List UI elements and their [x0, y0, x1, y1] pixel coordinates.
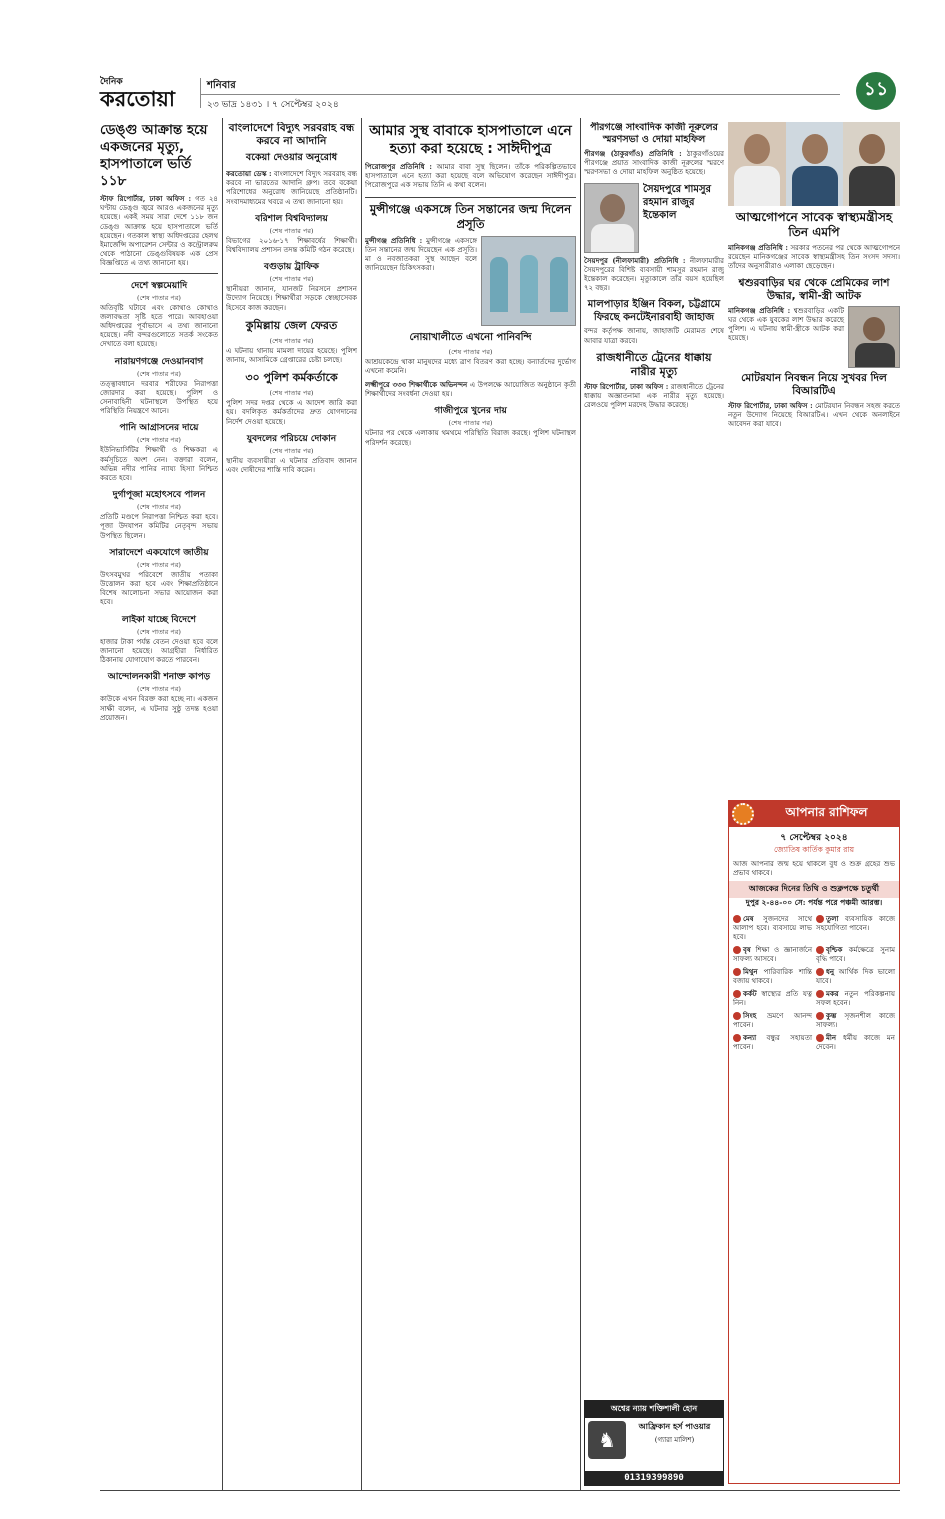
zodiac-sign-entry: [733, 1011, 812, 1030]
page-number: ১১: [863, 78, 889, 100]
horoscope-date: ৭ সেপ্টেম্বর ২০২৪: [780, 833, 848, 843]
byline: করতোয়া ডেস্ক :: [226, 169, 272, 178]
zodiac-sign-text: সৃজনশীল কাজে সাফল্য।: [816, 1012, 895, 1030]
continued-note: (শেষ পাতার পর): [269, 226, 314, 235]
portrait-photo: [843, 122, 900, 206]
zodiac-sign-entry: [733, 967, 812, 986]
continued-note: (শেষ পাতার পর): [137, 293, 181, 302]
zodiac-sign-entry: [816, 989, 895, 1008]
story-headline: মুন্সীগঞ্জে একসঙ্গে তিন সন্তানের জন্ম দিলেন প্রসূতি: [369, 201, 572, 231]
section-body: অতিবৃষ্টি ঘটাবে এবং কোথাও কোথাও জলাবদ্ধতা সৃষ্টি হতে পারে। আবহাওয়া অধিদপ্তরের পূর্বাভাসে এ তথ্য জানানো হয়েছে। নদী বন্দরগুলোতে সতর্ক সংকেত দেখাতে বলা হয়েছে।: [100, 303, 218, 349]
zodiac-symbol-icon: [816, 946, 824, 954]
story-body: শ্বশুরবাড়ির একটি ঘর থেকে এক যুবকের লাশ উদ্ধার করেছে পুলিশ। এ ঘটনায় স্বামী-স্ত্রীকে আটক করা হয়েছে।: [728, 306, 845, 343]
column-4: [584, 122, 724, 1486]
zodiac-sign-name: তুলা: [826, 914, 839, 924]
ad-headline: আফ্রিকান হর্স পাওয়ার: [638, 1422, 711, 1431]
continued-note: (শেষ পাতার পর): [137, 503, 181, 512]
zodiac-sign-text: শিক্ষা ও জ্ঞানার্জনে সাফল্য আসবে।: [733, 946, 812, 964]
column-2: [226, 122, 357, 1486]
zodiac-sign-text: ধর্মীয় কাজে মন দেবেন।: [816, 1034, 895, 1052]
horoscope-intro: আজ আপনার জন্ম হয়ে থাকলে বুধ ও শুক্র গ্রহের শুভ প্রভাব থাকবে।: [733, 860, 895, 878]
zodiac-sign-entry: [816, 914, 895, 942]
section-body: স্থানীয়রা জানান, যানজট নিরসনে প্রশাসন উদ্যোগ নিয়েছে। শিক্ষার্থীরা সড়কে স্বেচ্ছাসেবক হিসেবে কাজ করছেন।: [226, 285, 357, 312]
story-headline: মালপাড়ার ইঞ্জিন বিকল, চট্টগ্রামে ফিরছে কনটেইনারবাহী জাহাজ: [587, 299, 721, 324]
zodiac-symbol-icon: [816, 968, 824, 976]
zodiac-sign-name: বৃশ্চিক: [826, 945, 843, 955]
zodiac-sign-entry: [816, 1033, 895, 1052]
zodiac-sign-text: কর্মক্ষেত্রে সুনাম বৃদ্ধি পাবে।: [816, 946, 895, 964]
portrait-photo: [728, 122, 786, 206]
zodiac-sign-text: আর্থিক দিক ভালো যাবে।: [816, 968, 895, 986]
zodiac-sign-text: ভ্রমণে আনন্দ পাবেন।: [733, 1012, 812, 1030]
horoscope-title: আপনার রাশিফল: [785, 805, 868, 819]
story-body: রাজধানীতে ট্রেনের ধাক্কায় অজ্ঞাতনামা এক নারীর মৃত্যু হয়েছে। রেলওয়ে পুলিশ মরদেহ উদ্ধার করেছে।: [584, 382, 724, 410]
zodiac-sign-entry: [733, 1033, 812, 1052]
continued-note: (শেষ পাতার পর): [137, 627, 181, 636]
triplets-photo: [481, 236, 576, 326]
section-title: বগুড়ায় ট্রাফিক: [264, 262, 319, 273]
byline: মানিকগঞ্জ প্রতিনিধি :: [728, 243, 789, 252]
section-title: দুর্গাপূজা মহোৎসবে পালন: [112, 490, 206, 501]
zodiac-sign-name: মীন: [826, 1033, 837, 1043]
headline: আত্মগোপনে সাবেক স্বাস্থ্যমন্ত্রীসহ তিন এমপি: [735, 210, 893, 239]
byline: মানিকগঞ্জ প্রতিনিধি :: [728, 305, 791, 315]
ad-phone: 01319399890: [585, 1471, 723, 1485]
lead-body: গত ২৪ ঘণ্টায় ডেঙ্গু জ্বরে আরও একজনের মৃত্যু হয়েছে। একই সময় সারা দেশে ১১৮ জন ডেঙ্গু আক্রান্ত হয়ে হাসপাতালে ভর্তি হয়েছেন। গতকাল স্বাস্থ্য অধিদপ্তরের হেলথ ইমার্জেন্সি অপারেশন সেন্টার ও কন্ট্রোলরুম থেকে পাঠানো ডেঙ্গুবিষয়ক এক প্রেস বিজ্ঞপ্তিতে এ তথ্য জানানো হয়।: [100, 195, 218, 268]
section-title: গাজীপুরে খুনের দায়: [434, 406, 507, 417]
section-body: স্থানীয় ব্যবসায়ীরা এ ঘটনার প্রতিবাদ জানান এবং দোষীদের শাস্তি দাবি করেন।: [226, 456, 357, 475]
zodiac-symbol-icon: [733, 1012, 741, 1020]
zodiac-sign-entry: [816, 1011, 895, 1030]
section-body: উৎসবমুখর পরিবেশে জাতীয় পতাকা উত্তোলন করা হবে এবং শিক্ষাপ্রতিষ্ঠানে বিশেষ আলোচনা সভার আয়োজন করা হবে।: [100, 570, 218, 607]
story-headline: মোটরযান নিবন্ধন নিয়ে সুখবর দিল বিআরটিএ: [741, 371, 887, 397]
zodiac-sign-entry: [733, 945, 812, 964]
story-body: বন্দর কর্তৃপক্ষ জানায়, জাহাজটি মেরামত শেষে আবার যাত্রা করবে।: [584, 327, 724, 345]
horse-icon: ♞: [588, 1421, 626, 1459]
ad-subline: (গ্যারা মালিশ): [654, 1436, 695, 1444]
zodiac-sign-name: ধনু: [826, 967, 835, 977]
brand-logo: [100, 74, 195, 111]
zodiac-symbol-icon: [816, 915, 824, 923]
section-body: ইউনিভার্সিটির শিক্ষার্থী ও শিক্ষকরা এ কর্মসূচিতে অংশ নেন। বক্তারা বলেন, অভিন্ন নদীর পানির ন্যায্য হিস্যা নিশ্চিত করতে হবে।: [100, 446, 218, 483]
byline: স্টাফ রিপোর্টার, ঢাকা অফিস :: [584, 381, 669, 391]
zodiac-sign-entry: [816, 945, 895, 964]
story-body: বাংলাদেশে বিদ্যুৎ সরবরাহ বন্ধ করবে না ভারতের আদানি গ্রুপ। তবে বকেয়া পরিশোধের অনুরোধ জানিয়েছে প্রতিষ্ঠানটি। সংবাদমাধ্যমের খবরে এ তথ্য জানানো হয়।: [226, 170, 357, 206]
zodiac-symbol-icon: [733, 1034, 741, 1042]
section-body: ঘটনার পর থেকে এলাকায় থমথমে পরিস্থিতি বিরাজ করছে। পুলিশ ঘটনাস্থল পরিদর্শন করেছে।: [365, 429, 576, 447]
zodiac-sign-name: কুম্ভ: [826, 1011, 837, 1021]
story-body: মুন্সীগঞ্জে একসঙ্গে তিন সন্তানের জন্ম দিয়েছেন এক প্রসূতি। মা ও নবজাতকরা সুস্থ আছেন বলে জানিয়েছেন চিকিৎসকরা।: [365, 236, 477, 273]
zodiac-symbol-icon: [733, 990, 741, 998]
victim-photo: [848, 306, 900, 368]
section-title: বরিশাল বিশ্ববিদ্যালয়: [255, 213, 328, 224]
zodiac-sign-text: স্বাস্থ্যের প্রতি যত্ন নিন।: [733, 990, 812, 1008]
page-number-badge: [856, 72, 896, 110]
zodiac-sign-text: সুজনদের সাথে আলাপ হবে। ব্যবসায়ে লাভ হবে।: [733, 915, 812, 942]
section-body: প্রতিটি মণ্ডপে নিরাপত্তা নিশ্চিত করা হবে। পূজা উদযাপন কমিটির নেতৃবৃন্দ সভায় উপস্থিত ছিলেন।: [100, 513, 218, 540]
section-title: লাইকা যাচ্ছে বিদেশে: [122, 614, 196, 625]
story-body: ঠাকুরগাঁওয়ের পীরগঞ্জে প্রয়াত সাংবাদিক কাজী নূরুলের স্মরণে স্মরণসভা ও দোয়া মাহফিল অনুষ্ঠিত হয়েছে।: [584, 150, 724, 177]
zodiac-symbol-icon: [733, 968, 741, 976]
section-title: যুবদলের পরিচয়ে দোকান: [246, 433, 337, 444]
section-body: হাজার টাকা পর্যন্ত বেতন দেওয়া হবে বলে জানানো হয়েছে। আগ্রহীরা নির্ধারিত ঠিকানায় যোগাযোগ করতে পারবেন।: [100, 637, 218, 665]
brand-top: দৈনিক: [100, 77, 123, 87]
lead-headline: ডেঙ্গু আক্রান্ত হয়ে একজনের মৃত্যু, হাসপাতালে ভর্তি ১১৮: [100, 122, 208, 189]
continued-note: (শেষ পাতার পর): [448, 419, 493, 428]
story-headline: রাজধানীতে ট্রেনের ধাক্কায় নারীর মৃত্যু: [596, 350, 712, 378]
zodiac-symbol-icon: [733, 915, 741, 923]
continued-note: (শেষ পাতার পর): [137, 436, 181, 445]
lead-byline: স্টাফ রিপোর্টার, ঢাকা অফিস :: [100, 194, 192, 203]
ad-tagline: অশ্বের ন্যায় শক্তিশালী হোন: [585, 1401, 723, 1418]
zodiac-signs: [729, 914, 899, 1052]
section-title: দেশে স্বল্পমেয়াদি: [130, 280, 188, 291]
continued-note: (শেষ পাতার পর): [137, 369, 181, 378]
column-3: [365, 122, 576, 1486]
byline: সৈয়দপুর (নীলফামারী) প্রতিনিধি :: [584, 255, 686, 265]
zodiac-sign-text: নতুন পরিকল্পনায় সফল হবেন।: [816, 990, 895, 1008]
section-title: ৩০ পুলিশ কর্মকর্তাকে: [245, 371, 338, 385]
zodiac-sign-text: বন্ধুর সহায়তা পাবেন।: [733, 1034, 812, 1052]
section-body: কাউকে এখন বিরক্ত করা হচ্ছে না। একজন সাক্ষী বলেন, এ ঘটনার সুষ্ঠু তদন্ত হওয়া প্রয়োজন।: [100, 695, 218, 722]
story-body: আমার বাবা সুস্থ ছিলেন। তাঁকে পরিকল্পিতভাবে হাসপাতালে এনে হত্যা করা হয়েছে বলে অভিযোগ করেছেন সাঈদীপুত্র। পিরোজপুরে এক সভায় তিনি এ কথা বলেন।: [365, 163, 576, 190]
continued-note: (শেষ পাতার পর): [269, 336, 314, 345]
section-title: পানি আগ্রাসনের দায়ে: [119, 423, 199, 434]
section-title: সারাদেশে একযোগে জাতীয়: [109, 547, 209, 558]
tithi-title: আজকের দিনের তিথি ও শুক্লপক্ষে চতুর্থী: [729, 881, 899, 898]
continued-note: (শেষ পাতার পর): [448, 347, 493, 356]
section-body: বিভাগের ২০১৬-১৭ শিক্ষাবর্ষের শিক্ষার্থী। বিশ্ববিদ্যালয় প্রশাসন তদন্ত কমিটি গঠন করেছে।: [226, 236, 357, 255]
headline: আমার সুস্থ বাবাকে হাসপাতালে এনে হত্যা করা হয়েছে : সাঈদীপুত্র: [369, 123, 572, 157]
byline: স্টাফ রিপোর্টার, ঢাকা অফিস :: [728, 400, 813, 410]
portrait-photo: [786, 122, 843, 206]
obituary-photo: [584, 183, 639, 253]
section-title: নারায়ণগঞ্জে দেওয়ানবাগ: [114, 356, 204, 367]
headline: বাংলাদেশে বিদ্যুৎ সরবরাহ বন্ধ করবে না আদানি: [228, 122, 355, 147]
story-headline: শ্বশুরবাড়ির ঘর থেকে প্রেমিকের লাশ উদ্ধার, স্বামী-স্ত্রী আটক: [738, 276, 890, 302]
section-body: এ ঘটনায় থানায় মামলা দায়ের হয়েছে। পুলিশ জানায়, আসামিকে গ্রেপ্তারের চেষ্টা চলছে।: [226, 346, 357, 365]
column-1: [100, 122, 218, 1486]
byline: পিরোজপুর প্রতিনিধি :: [365, 162, 433, 171]
masthead: [0, 0, 945, 118]
zodiac-wheel-icon: [732, 803, 754, 825]
zodiac-symbol-icon: [733, 946, 741, 954]
brand-main: করতোয়া: [100, 87, 175, 111]
zodiac-sign-name: মেষ: [743, 914, 754, 924]
headline: পীরগঞ্জে সাংবাদিক কাজী নূরুলের স্মরণসভা ও দোয়া মাহফিল: [590, 122, 718, 145]
zodiac-sign-text: পারিবারিক শান্তি বজায় থাকবে।: [733, 968, 812, 986]
zodiac-sign-name: কর্কট: [743, 989, 757, 999]
zodiac-sign-entry: [733, 989, 812, 1008]
section-body: তত্ত্বাবধানে দরবার শরীফের নিরাপত্তা জোরদার করা হয়েছে। পুলিশ ও সেনাবাহিনী ঘটনাস্থলে উপস্থিত হয়ে পরিস্থিতি নিয়ন্ত্রণে আনে।: [100, 379, 218, 416]
story-body: মোটরযান নিবন্ধন সহজ করতে নতুন উদ্যোগ নিয়েছে বিআরটিএ। এখন থেকে অনলাইনে আবেদন করা যাবে।: [728, 401, 900, 429]
issue-day: শনিবার: [207, 80, 236, 91]
continued-note: (শেষ পাতার পর): [269, 275, 314, 284]
zodiac-sign-name: সিংহ: [743, 1011, 757, 1021]
continued-note: (শেষ পাতার পর): [269, 446, 314, 455]
section-title: কুমিল্লায় জেল ফেরত: [245, 318, 338, 332]
obituary-headline: সৈয়দপুরে শামসুর রহমান রাজুর ইন্তেকাল: [643, 183, 712, 221]
section-body: এ উপলক্ষে আয়োজিত অনুষ্ঠানে কৃতী শিক্ষার্থীদের সংবর্ধনা দেওয়া হয়।: [365, 381, 576, 399]
tithi-time: দুপুর ২-৪৪-০০ সে: পর্যন্ত পরে পঞ্চমী আরম্ভ।: [745, 898, 883, 908]
section-body: পুলিশ সদর দপ্তর থেকে এ আদেশ জারি করা হয়। বদলিকৃত কর্মকর্তাদের দ্রুত যোগদানের নির্দেশ দেওয়া হয়েছে।: [226, 399, 357, 426]
zodiac-sign-name: মিথুন: [743, 967, 758, 977]
subhead: বকেয়া দেওয়ার অনুরোধ: [245, 152, 338, 163]
continued-note: (শেষ পাতার পর): [137, 685, 181, 694]
advertisement: [584, 1400, 724, 1486]
byline: মুন্সীগঞ্জ প্রতিনিধি :: [365, 235, 423, 245]
continued-note: (শেষ পাতার পর): [269, 389, 314, 398]
column-5: [728, 210, 900, 620]
section-title: লক্ষ্মীপুরে ৩৩৩ শিক্ষার্থীকে অভিনন্দন: [365, 380, 468, 390]
zodiac-sign-text: ব্যবসায়িক কাজে সহযোগিতা পাবেন।: [816, 915, 895, 933]
zodiac-sign-entry: [816, 967, 895, 986]
section-title: আন্দোলনকারী শনাক্ত কাপড়: [107, 672, 211, 683]
horoscope-author: জ্যোতিষ কার্তিক কুমার রায়: [773, 845, 855, 854]
zodiac-symbol-icon: [816, 1012, 824, 1020]
section-title: নোয়াখালীতে এখনো পানিবন্দি: [409, 331, 532, 343]
story-body: সরকার পতনের পর থেকে আত্মগোপনে রয়েছেন মানিকগঞ্জের সাবেক স্বাস্থ্যমন্ত্রীসহ তিন সংসদ সদস্য। তাঁদের অনুসারীরাও এলাকা ছেড়েছেন।: [728, 244, 900, 271]
zodiac-sign-entry: [733, 914, 812, 942]
zodiac-sign-name: বৃষ: [743, 945, 751, 955]
byline: পীরগঞ্জ (ঠাকুরগাঁও) প্রতিনিধি :: [584, 149, 682, 158]
issue-date: ২৩ ভাদ্র ১৪৩১ । ৭ সেপ্টেম্বর ২০২৪: [207, 100, 339, 110]
horoscope-box: [728, 800, 900, 1484]
zodiac-symbol-icon: [816, 990, 824, 998]
zodiac-sign-name: কন্যা: [743, 1033, 757, 1043]
zodiac-sign-name: মকর: [826, 989, 839, 999]
mp-photos: [728, 122, 900, 206]
continued-note: (শেষ পাতার পর): [137, 560, 181, 569]
section-body: আশ্রয়কেন্দ্রে থাকা মানুষদের মধ্যে ত্রাণ বিতরণ করা হচ্ছে। বন্যার্তদের দুর্ভোগ এখনো কমেনি।: [365, 357, 576, 375]
zodiac-symbol-icon: [816, 1034, 824, 1042]
story-body: নীলফামারীর সৈয়দপুরের বিশিষ্ট ব্যবসায়ী শামসুর রহমান রাজু ইন্তেকাল করেছেন। মৃত্যুকালে তাঁর বয়স হয়েছিল ৭২ বছর।: [584, 256, 724, 293]
